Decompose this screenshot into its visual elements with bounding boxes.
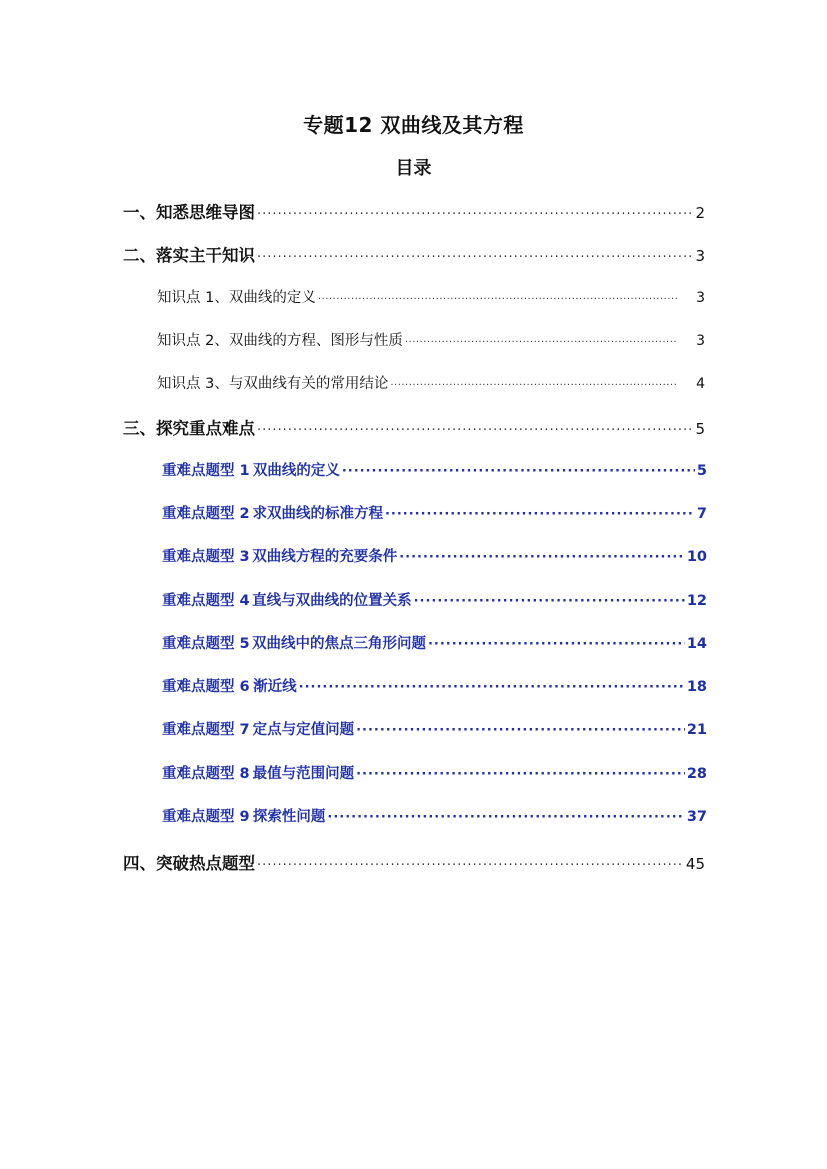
toc-item-type: 重难点题型 7 <box>162 722 250 738</box>
toc-leader-dots <box>428 637 685 652</box>
toc-leader-dots <box>405 337 678 348</box>
toc-page-number: 12 <box>686 593 707 609</box>
toc-page-number: 28 <box>686 766 707 782</box>
toc-leader-dots <box>356 723 685 738</box>
toc-item-type-6[interactable] <box>162 675 707 696</box>
toc-item-type: 重难点题型 8 <box>162 766 250 782</box>
toc-page-number: 3 <box>695 247 705 265</box>
toc-page-number: 5 <box>696 463 707 479</box>
toc-page-number: 3 <box>696 333 705 349</box>
toc-section-1[interactable] <box>123 199 705 223</box>
toc-item-knowledge-3[interactable] <box>157 372 705 393</box>
toc-leader-dots <box>257 858 684 873</box>
toc-leader-dots <box>356 767 685 782</box>
toc-page-number: 45 <box>685 855 705 873</box>
toc-item-label: 知识点 1、双曲线的定义 <box>157 290 316 306</box>
toc-page-number: 5 <box>695 420 705 438</box>
toc-item-type: 重难点题型 1 <box>162 463 250 479</box>
toc-item-type: 重难点题型 2 <box>162 506 250 522</box>
toc-page-number: 18 <box>686 679 707 695</box>
toc-item-type-1[interactable] <box>162 459 707 480</box>
toc-leader-dots <box>327 810 684 825</box>
document-title: 专题12 双曲线及其方程 <box>303 113 524 137</box>
toc-leader-dots <box>257 207 693 222</box>
toc-item-type-9[interactable] <box>162 805 707 826</box>
toc-item-type: 重难点题型 6 <box>162 679 250 695</box>
toc-leader-dots <box>299 680 685 695</box>
toc-item-type: 重难点题型 3 <box>162 549 250 565</box>
toc-section-3[interactable] <box>123 415 705 439</box>
toc-item-label: 直线与双曲线的位置关系 <box>252 593 412 609</box>
toc-item-label: 最值与范围问题 <box>252 766 355 782</box>
toc-heading: 目录 <box>395 158 432 179</box>
toc-section-label: 一、知悉思维导图 <box>123 203 255 222</box>
toc-item-label: 双曲线中的焦点三角形问题 <box>251 636 426 652</box>
toc-page-number: 14 <box>686 636 707 652</box>
toc-item-type-7[interactable] <box>162 718 707 739</box>
toc-item-label: 知识点 2、双曲线的方程、图形与性质 <box>157 333 403 349</box>
toc-leader-dots <box>390 380 678 391</box>
toc-item-label: 双曲线的定义 <box>252 463 340 479</box>
toc-section-label: 二、落实主干知识 <box>123 246 255 265</box>
toc-item-label: 探索性问题 <box>252 809 326 825</box>
toc-item-type-2[interactable] <box>162 502 707 523</box>
toc-leader-dots <box>257 250 693 265</box>
toc-item-type-3[interactable] <box>162 545 707 566</box>
toc-leader-dots <box>399 550 685 565</box>
toc-page-number: 4 <box>696 376 705 392</box>
toc-leader-dots <box>414 594 685 609</box>
toc-item-label: 求双曲线的标准方程 <box>252 506 383 522</box>
toc-item-label: 知识点 3、与双曲线有关的常用结论 <box>157 376 389 392</box>
toc-section-label: 三、探究重点难点 <box>123 419 255 438</box>
toc-item-type: 重难点题型 4 <box>162 593 250 609</box>
toc-item-knowledge-2[interactable] <box>157 329 705 350</box>
toc-leader-dots <box>385 507 695 522</box>
toc-leader-dots <box>257 423 693 438</box>
toc-item-label: 渐近线 <box>253 679 297 695</box>
toc-section-2[interactable] <box>123 242 705 266</box>
toc-item-label: 双曲线方程的充要条件 <box>252 549 398 565</box>
toc-page-number: 10 <box>686 549 707 565</box>
toc-page-number: 7 <box>696 506 707 522</box>
toc-item-type-5[interactable] <box>162 632 707 653</box>
toc-item-type: 重难点题型 9 <box>162 809 250 825</box>
toc-item-knowledge-1[interactable] <box>157 286 705 307</box>
toc-leader-dots <box>318 294 678 305</box>
toc-page-number: 3 <box>696 290 705 306</box>
toc-page-number: 2 <box>695 204 705 222</box>
toc-page-number: 37 <box>686 809 707 825</box>
toc-page-number: 21 <box>686 722 707 738</box>
toc-item-type-8[interactable] <box>162 762 707 783</box>
toc-leader-dots <box>342 464 695 479</box>
toc-section-4[interactable] <box>123 850 705 874</box>
toc-item-label: 定点与定值问题 <box>252 722 355 738</box>
toc-section-label: 四、突破热点题型 <box>123 854 255 873</box>
toc-item-type-4[interactable] <box>162 589 707 610</box>
toc-item-type: 重难点题型 5 <box>162 636 250 652</box>
